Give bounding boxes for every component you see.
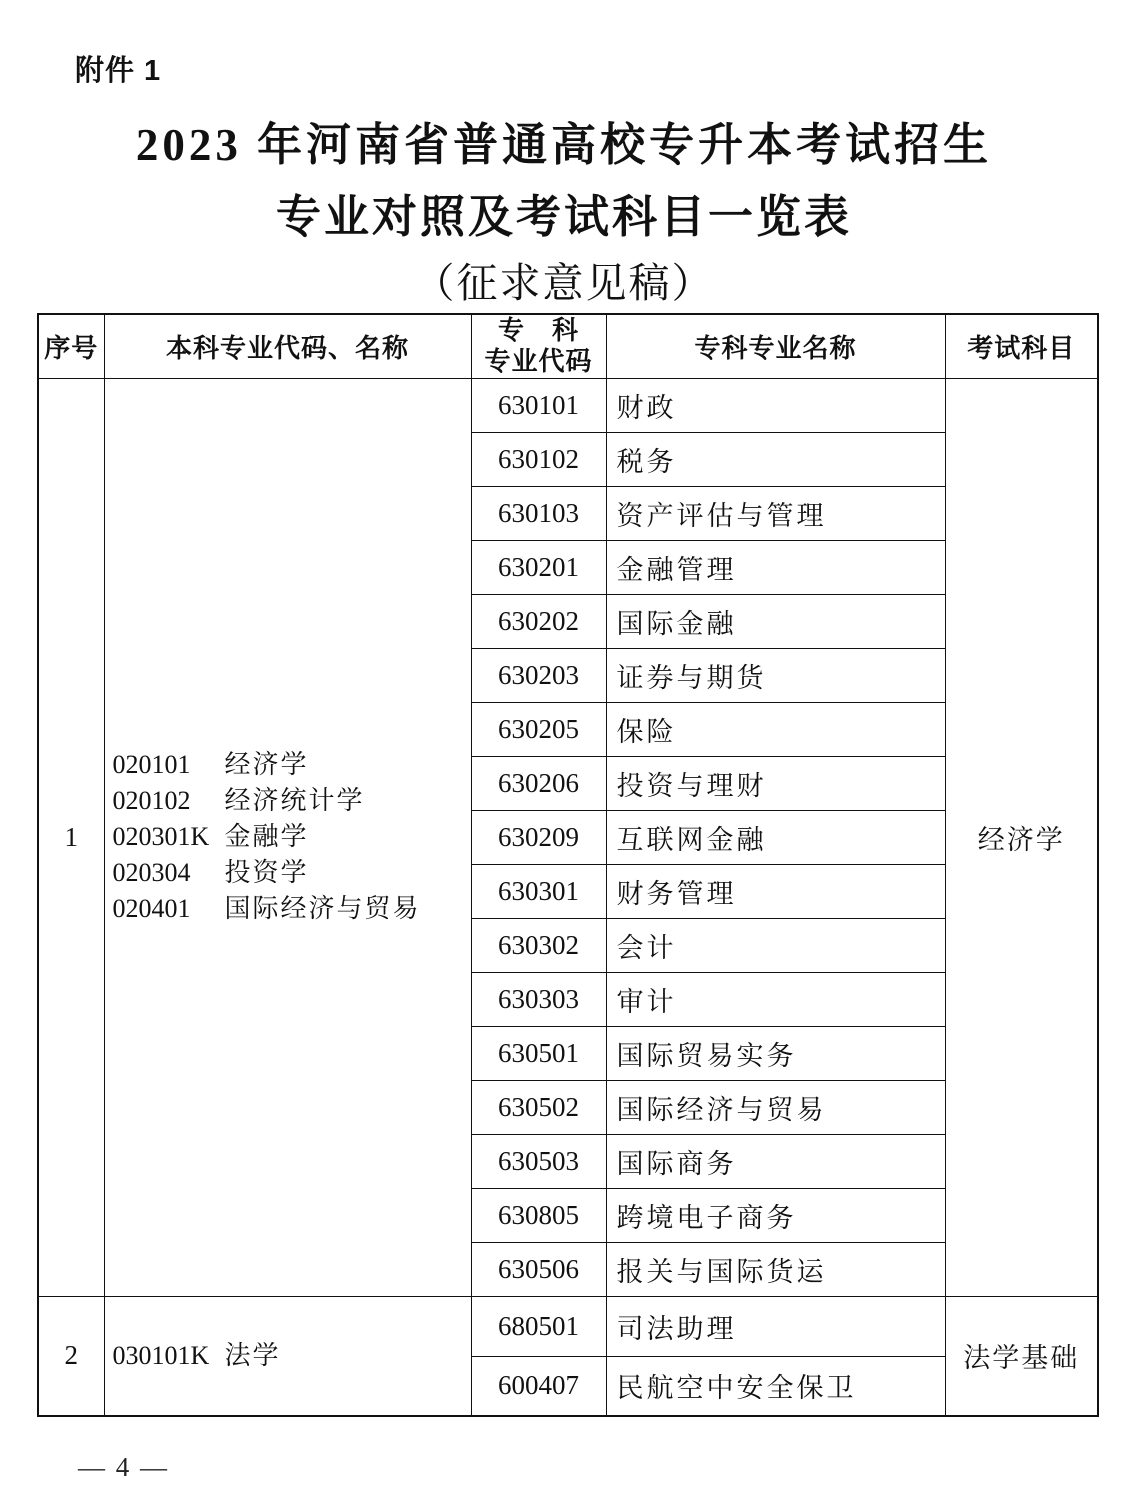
majors-table <box>37 313 1099 1417</box>
specialty-code-cell: 630202 <box>471 594 606 648</box>
undergrad-major-code: 020301K <box>112 822 210 851</box>
specialty-code-cell: 630302 <box>471 918 606 972</box>
specialty-name-cell: 报关与国际货运 <box>606 1242 945 1296</box>
specialty-name-cell: 国际商务 <box>606 1134 945 1188</box>
undergrad-major-line <box>113 1338 471 1374</box>
specialty-code-cell: 630501 <box>471 1026 606 1080</box>
undergrad-major-name: 金融学 <box>224 822 309 851</box>
undergrad-major-code: 020304 <box>112 858 191 887</box>
undergrad-majors-cell <box>104 1296 471 1416</box>
specialty-code-cell: 630103 <box>471 486 606 540</box>
undergrad-major-code: 020101 <box>112 750 191 779</box>
table-header-row <box>38 314 1098 378</box>
undergrad-major-line <box>113 891 471 927</box>
specialty-name-cell: 证券与期货 <box>606 648 945 702</box>
document-subtitle-draft: （征求意见稿） <box>413 260 715 306</box>
specialty-name-cell: 民航空中安全保卫 <box>606 1356 945 1416</box>
specialty-code-cell: 630805 <box>471 1188 606 1242</box>
header-specialty-name: 专科专业名称 <box>606 314 945 378</box>
undergrad-major-name: 国际经济与贸易 <box>224 894 421 923</box>
undergrad-major-line <box>113 855 471 891</box>
undergrad-major-code: 020401 <box>112 894 191 923</box>
serial-cell: 2 <box>38 1296 104 1416</box>
page-number: — 4 — <box>78 1452 169 1482</box>
header-exam-subject: 考试科目 <box>945 314 1098 378</box>
specialty-name-cell: 互联网金融 <box>606 810 945 864</box>
specialty-name-cell: 司法助理 <box>606 1296 945 1356</box>
specialty-name-cell: 财务管理 <box>606 864 945 918</box>
serial-cell: 1 <box>38 378 104 1296</box>
specialty-name-cell: 税务 <box>606 432 945 486</box>
undergrad-major-line <box>113 747 471 783</box>
undergrad-majors-cell <box>104 378 471 1296</box>
specialty-name-cell: 投资与理财 <box>606 756 945 810</box>
undergrad-major-code: 020102 <box>112 786 191 815</box>
document-title-line2: 专业对照及考试科目一览表 <box>275 192 852 242</box>
specialty-name-cell: 资产评估与管理 <box>606 486 945 540</box>
table-body <box>38 378 1098 1416</box>
specialty-code-cell: 630102 <box>471 432 606 486</box>
header-specialty-code-line2: 专业代码 <box>484 346 593 377</box>
specialty-code-cell: 630206 <box>471 756 606 810</box>
header-undergrad-code-name: 本科专业代码、名称 <box>104 314 471 378</box>
undergrad-major-name: 投资学 <box>224 858 309 887</box>
specialty-code-cell: 630101 <box>471 378 606 432</box>
undergrad-major-line <box>113 783 471 819</box>
header-serial: 序号 <box>38 314 104 378</box>
table-header <box>38 314 1098 378</box>
specialty-name-cell: 保险 <box>606 702 945 756</box>
undergrad-major-name: 法学 <box>224 1340 281 1370</box>
specialty-name-cell: 国际经济与贸易 <box>606 1080 945 1134</box>
specialty-code-cell: 630301 <box>471 864 606 918</box>
specialty-code-cell: 630506 <box>471 1242 606 1296</box>
specialty-name-cell: 国际贸易实务 <box>606 1026 945 1080</box>
table-row <box>38 1296 1098 1356</box>
specialty-name-cell: 跨境电子商务 <box>606 1188 945 1242</box>
exam-subject-cell: 经济学 <box>945 378 1098 1296</box>
specialty-name-cell: 会计 <box>606 918 945 972</box>
specialty-code-cell: 630203 <box>471 648 606 702</box>
undergrad-major-name: 经济统计学 <box>224 786 365 815</box>
undergrad-major-line <box>113 819 471 855</box>
exam-subject-cell: 法学基础 <box>945 1296 1098 1416</box>
undergrad-major-name: 经济学 <box>224 750 309 779</box>
specialty-code-cell: 630303 <box>471 972 606 1026</box>
document-title-line1: 2023 年河南省普通高校专升本考试招生 <box>135 120 993 170</box>
header-specialty-code <box>471 314 606 378</box>
specialty-code-cell: 630205 <box>471 702 606 756</box>
undergrad-major-code: 030101K <box>112 1340 210 1370</box>
specialty-code-cell: 630502 <box>471 1080 606 1134</box>
specialty-name-cell: 审计 <box>606 972 945 1026</box>
specialty-name-cell: 财政 <box>606 378 945 432</box>
header-specialty-code-line1: 专 科 <box>497 315 579 346</box>
specialty-code-cell: 680501 <box>471 1296 606 1356</box>
specialty-code-cell: 630209 <box>471 810 606 864</box>
table-row <box>38 378 1098 432</box>
specialty-code-cell: 630503 <box>471 1134 606 1188</box>
specialty-code-cell: 600407 <box>471 1356 606 1416</box>
specialty-name-cell: 国际金融 <box>606 594 945 648</box>
attachment-label: 附件 1 <box>75 55 162 87</box>
specialty-code-cell: 630201 <box>471 540 606 594</box>
specialty-name-cell: 金融管理 <box>606 540 945 594</box>
